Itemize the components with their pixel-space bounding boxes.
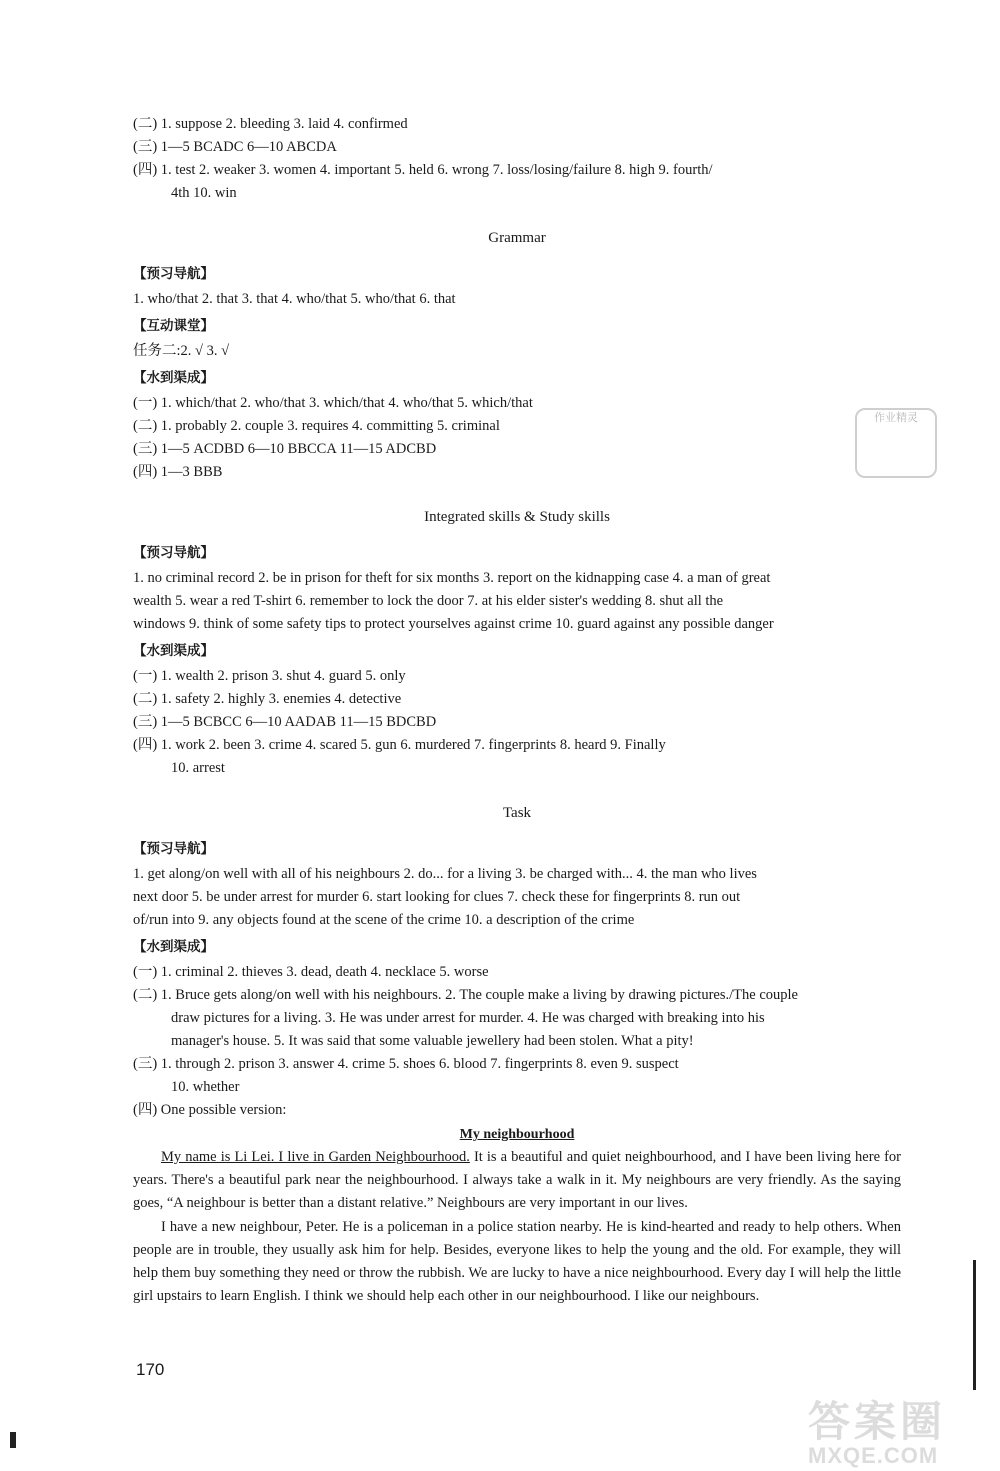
answer-line: next door 5. be under arrest for murder 6. start looking for clues 7. check these for fingerprints 8. run out xyxy=(133,889,741,905)
page-number: 170 xyxy=(136,1360,165,1379)
watermark-logo xyxy=(808,1400,946,1468)
answer-line: (三) 1—5 BCADC 6—10 ABCDA xyxy=(133,139,337,155)
essay-underlined-sentence: My name is Li Lei. I live in Garden Neighbourhood. xyxy=(161,1149,470,1165)
section-title-integrated: Integrated skills & Study skills xyxy=(424,509,610,525)
margin-rule xyxy=(973,1260,976,1390)
label-preview: 【预习导航】 xyxy=(133,266,214,282)
answer-line: (三) 1. through 2. prison 3. answer 4. crime 5. shoes 6. blood 7. fingerprints 8. even 9. suspect xyxy=(133,1056,679,1072)
answer-line: windows 9. think of some safety tips to protect yourselves against crime 10. guard against any possible danger xyxy=(133,616,774,632)
answer-line: (一) 1. wealth 2. prison 3. shut 4. guard 5. only xyxy=(133,668,406,684)
section-title-grammar: Grammar xyxy=(488,230,546,246)
answer-line: 1. who/that 2. that 3. that 4. who/that 5. who/that 6. that xyxy=(133,291,456,307)
answer-line: draw pictures for a living. 3. He was under arrest for murder. 4. He was charged with breaking into his xyxy=(171,1010,765,1026)
answer-line: 任务二:2. √ 3. √ xyxy=(133,343,230,359)
answer-line: (四) 1—3 BBB xyxy=(133,464,223,480)
answer-line: 1. no criminal record 2. be in prison for theft for six months 3. report on the kidnapping case 4. a man of great xyxy=(133,570,771,586)
answer-line: manager's house. 5. It was said that some valuable jewellery had been stolen. What a pity! xyxy=(171,1033,694,1049)
answer-line: (三) 1—5 ACDBD 6—10 BBCCA 11—15 ADCBD xyxy=(133,441,437,457)
essay-title: My neighbourhood xyxy=(459,1127,575,1142)
answer-line: (一) 1. which/that 2. who/that 3. which/that 4. who/that 5. which/that xyxy=(133,395,533,411)
answer-line: (二) 1. probably 2. couple 3. requires 4. committing 5. criminal xyxy=(133,418,500,434)
answer-line: (三) 1—5 BCBCC 6—10 AADAB 11—15 BDCBD xyxy=(133,714,437,730)
answer-line: 4th 10. win xyxy=(171,185,237,201)
label-preview: 【预习导航】 xyxy=(133,841,214,857)
answer-line: (一) 1. criminal 2. thieves 3. dead, death 4. necklace 5. worse xyxy=(133,964,489,980)
answer-line: (四) 1. work 2. been 3. crime 4. scared 5. gun 6. murdered 7. fingerprints 8. heard 9. Finally xyxy=(133,737,666,753)
answer-line: wealth 5. wear a red T-shirt 6. remember to lock the door 7. at his elder sister's wedding 8. shut all the xyxy=(133,593,724,609)
watermark-brand: 答案圈 xyxy=(808,1398,947,1445)
label-preview: 【预习导航】 xyxy=(133,545,214,561)
watermark-stamp: 作业精灵 xyxy=(855,408,937,478)
corner-mark xyxy=(10,1432,16,1448)
answer-line: (二) 1. Bruce gets along/on well with his neighbours. 2. The couple make a living by drawing pictures./The couple xyxy=(133,987,798,1003)
answer-line: 10. arrest xyxy=(171,760,225,776)
label-practice: 【水到渠成】 xyxy=(133,370,214,386)
section-title-task: Task xyxy=(502,805,532,821)
answer-line: (四) One possible version: xyxy=(133,1102,287,1118)
answer-line: 1. get along/on well with all of his neighbours 2. do... for a living 3. be charged with... 4. the man who lives xyxy=(133,866,757,882)
essay-paragraph xyxy=(133,1146,901,1216)
essay-paragraph: I have a new neighbour, Peter. He is a policeman in a police station nearby. He is kind-hearted and ready to help others. When people are in trouble, they usually ask him for help. Besides, everyone likes to help the young and the old. For example, they will help them buy something they need or throw the rubbish. We are lucky to have a nice neighbourhood. Every day I will help the little girl upstairs to learn English. I think we should help each other in our neighbourhood. I like our neighbours. xyxy=(133,1218,901,1305)
answer-content xyxy=(133,113,901,1308)
answer-line: 10. whether xyxy=(171,1079,240,1095)
label-interactive: 【互动课堂】 xyxy=(133,318,214,334)
answer-line: of/run into 9. any objects found at the scene of the crime 10. a description of the crime xyxy=(133,912,635,928)
watermark-url: MXQE.COM xyxy=(808,1443,939,1468)
essay-paragraph-text: It is a beautiful and quiet neighbourhood, and I have been living here for years. There's a beautiful park near the neighbourhood. I always take a walk in it. My neighbours are very friendly. As the saying goes, “A neighbour is better than a distant relative.” Neighbours are very important in our lives. xyxy=(133,1149,901,1212)
label-practice: 【水到渠成】 xyxy=(133,643,214,659)
label-practice: 【水到渠成】 xyxy=(133,939,214,955)
answer-line: (四) 1. test 2. weaker 3. women 4. important 5. held 6. wrong 7. loss/losing/failure 8. high 9. fourth/ xyxy=(133,162,713,178)
answer-line: (二) 1. safety 2. highly 3. enemies 4. detective xyxy=(133,691,402,707)
answer-line: (二) 1. suppose 2. bleeding 3. laid 4. confirmed xyxy=(133,116,408,132)
